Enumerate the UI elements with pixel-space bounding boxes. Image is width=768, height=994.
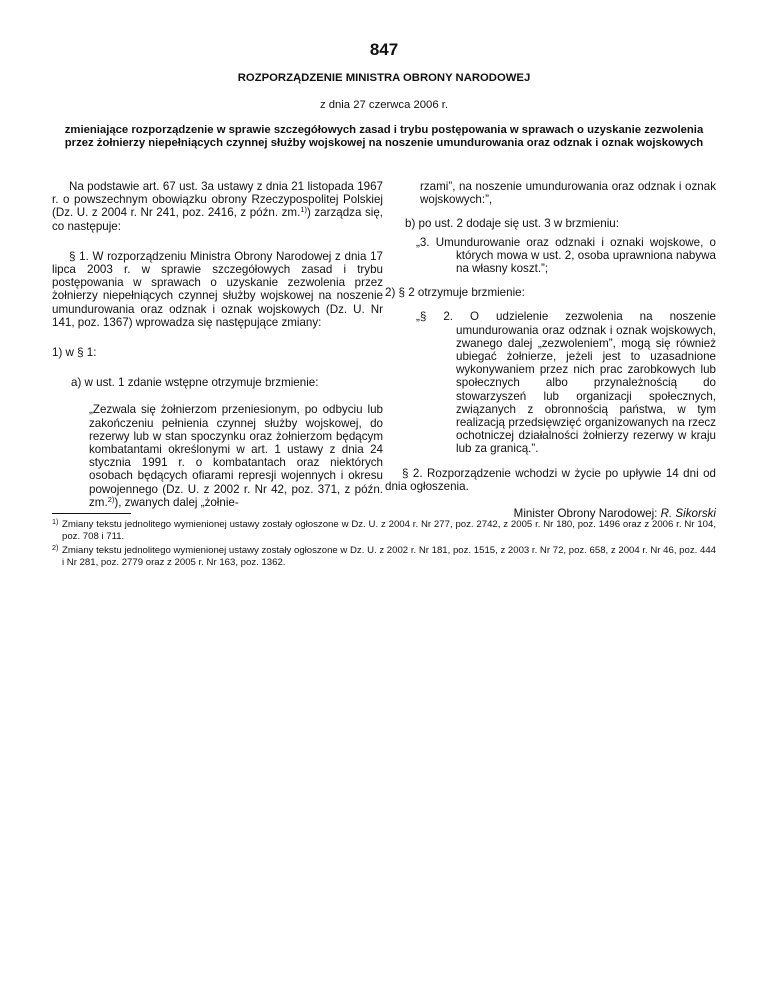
- left-column: [52, 180, 383, 509]
- regulation-title: ROZPORZĄDZENIE MINISTRA OBRONY NARODOWEJ: [237, 72, 531, 84]
- item-1a: a) w ust. 1 zdanie wstępne otrzymuje brzmienie:: [71, 376, 319, 390]
- footnote-separator: [52, 513, 131, 514]
- quote-2: „3. Umundurowanie oraz odznaki i oznaki wojskowe, o których mowa w ust. 2, osoba uprawniona nabywa na własny koszt.”;: [416, 235, 716, 276]
- footnote-ref-1: 1): [300, 205, 307, 215]
- item-1b: b) po ust. 2 dodaje się ust. 3 w brzmieniu:: [405, 217, 619, 231]
- preamble: Na podstawie art. 67 ust. 3a ustawy z dnia 21 listopada 1967 r. o powszechnym obowiązku obrony Rzeczypospolitej Polskiej (Dz. U. z 2004 r. Nr 241, poz. 2416, z późn. zm.$^{1)}$) zarządza się, co następuje:: [52, 180, 383, 233]
- footnote-ref-2: 2): [107, 494, 115, 504]
- regulation-date: z dnia 27 czerwca 2006 r.: [319, 99, 449, 111]
- regulation-subject: zmieniające rozporządzenie w sprawie szczegółowych zasad i trybu postępowania w sprawach o uzyskanie zezwolenia przez żołnierzy niepełniących czynnej służby wojskowej na noszenie umundurowania oraz odznak i oznak wojskowych: [64, 124, 704, 149]
- item-2: 2) § 2 otrzymuje brzmienie:: [385, 286, 525, 300]
- quote-1-continued: rzami”, na noszenie umundurowania oraz odznak i oznak wojskowych:”,: [420, 180, 716, 207]
- signature-name: R. Sikorski: [660, 507, 716, 521]
- footnote-2: [52, 545, 716, 568]
- right-column: [385, 180, 716, 520]
- footnote-1-mark: 1): [52, 517, 59, 526]
- footnote-1: [52, 519, 716, 542]
- page-number: 847: [369, 40, 399, 59]
- signature: Minister Obrony Narodowej: R. Sikorski: [513, 507, 716, 521]
- paragraph-1: § 1. W rozporządzeniu Ministra Obrony Narodowej z dnia 17 lipca 2003 r. w sprawie szczegółowych zasad i trybu postępowania w sprawach o uzyskanie zezwolenia przez żołnierzy niepełniących czynnej służby wojskowej na noszenie umundurowania oraz odznak i oznak wojskowych (Dz. U. Nr 141, poz. 1367) wprowadza się następujące zmiany:: [52, 249, 383, 329]
- quote-1: „Zezwala się żołnierzom przeniesionym, po odbyciu lub zakończeniu pełnienia czynnej służby wojskowej, do rezerwy lub w stan spoczynku oraz żołnierzom będącym kombatantami określonymi w art. 1 ustawy z dnia 24 stycznia 1991 r. o kombatantach oraz niektórych osobach będących ofiarami represji wojennych i okresu powojennego (Dz. U. z 2002 r. Nr 42, poz. 371, z późn. zm.$^{2)}$), zwanych dalej „żołnie-: [89, 403, 383, 509]
- footnote-1-text: Zmiany tekstu jednolitego wymienionej ustawy zostały ogłoszone w Dz. U. z 2004 r. Nr 277, poz. 2742, z 2005 r. Nr 180, poz. 1496 oraz z 2006 r. Nr 104, poz. 708 i 711.: [62, 519, 716, 542]
- footnote-2-mark: 2): [52, 543, 59, 552]
- item-1: 1) w § 1:: [52, 346, 97, 360]
- paragraph-2: § 2. Rozporządzenie wchodzi w życie po upływie 14 dni od dnia ogłoszenia.: [385, 466, 716, 493]
- footnote-2-text: Zmiany tekstu jednolitego wymienionej ustawy zostały ogłoszone w Dz. U. z 2002 r. Nr 181, poz. 1515, z 2003 r. Nr 72, poz. 658, z 2004 r. Nr 46, poz. 444 i Nr 281, poz. 2779 oraz z 2005 r. Nr 163, poz. 1362.: [62, 545, 716, 568]
- quote-3: „§ 2. O udzielenie zezwolenia na noszenie umundurowania oraz odznak i oznak wojskowych, zwanego dalej „zezwoleniem”, mogą się również ubiegać żołnierze, jeżeli jest to uzasadnione wykonywaniem przez nich prac zarobkowych lub społecznych albo przynależnością do stowarzyszeń lub organizacji społecznych, związanych z obronnością państwa, w tym realizacją przedsięwzięć organizowanych na rzecz ochotniczej działalności żołnierzy rezerwy w kraju lub za granicą.”.: [416, 310, 716, 456]
